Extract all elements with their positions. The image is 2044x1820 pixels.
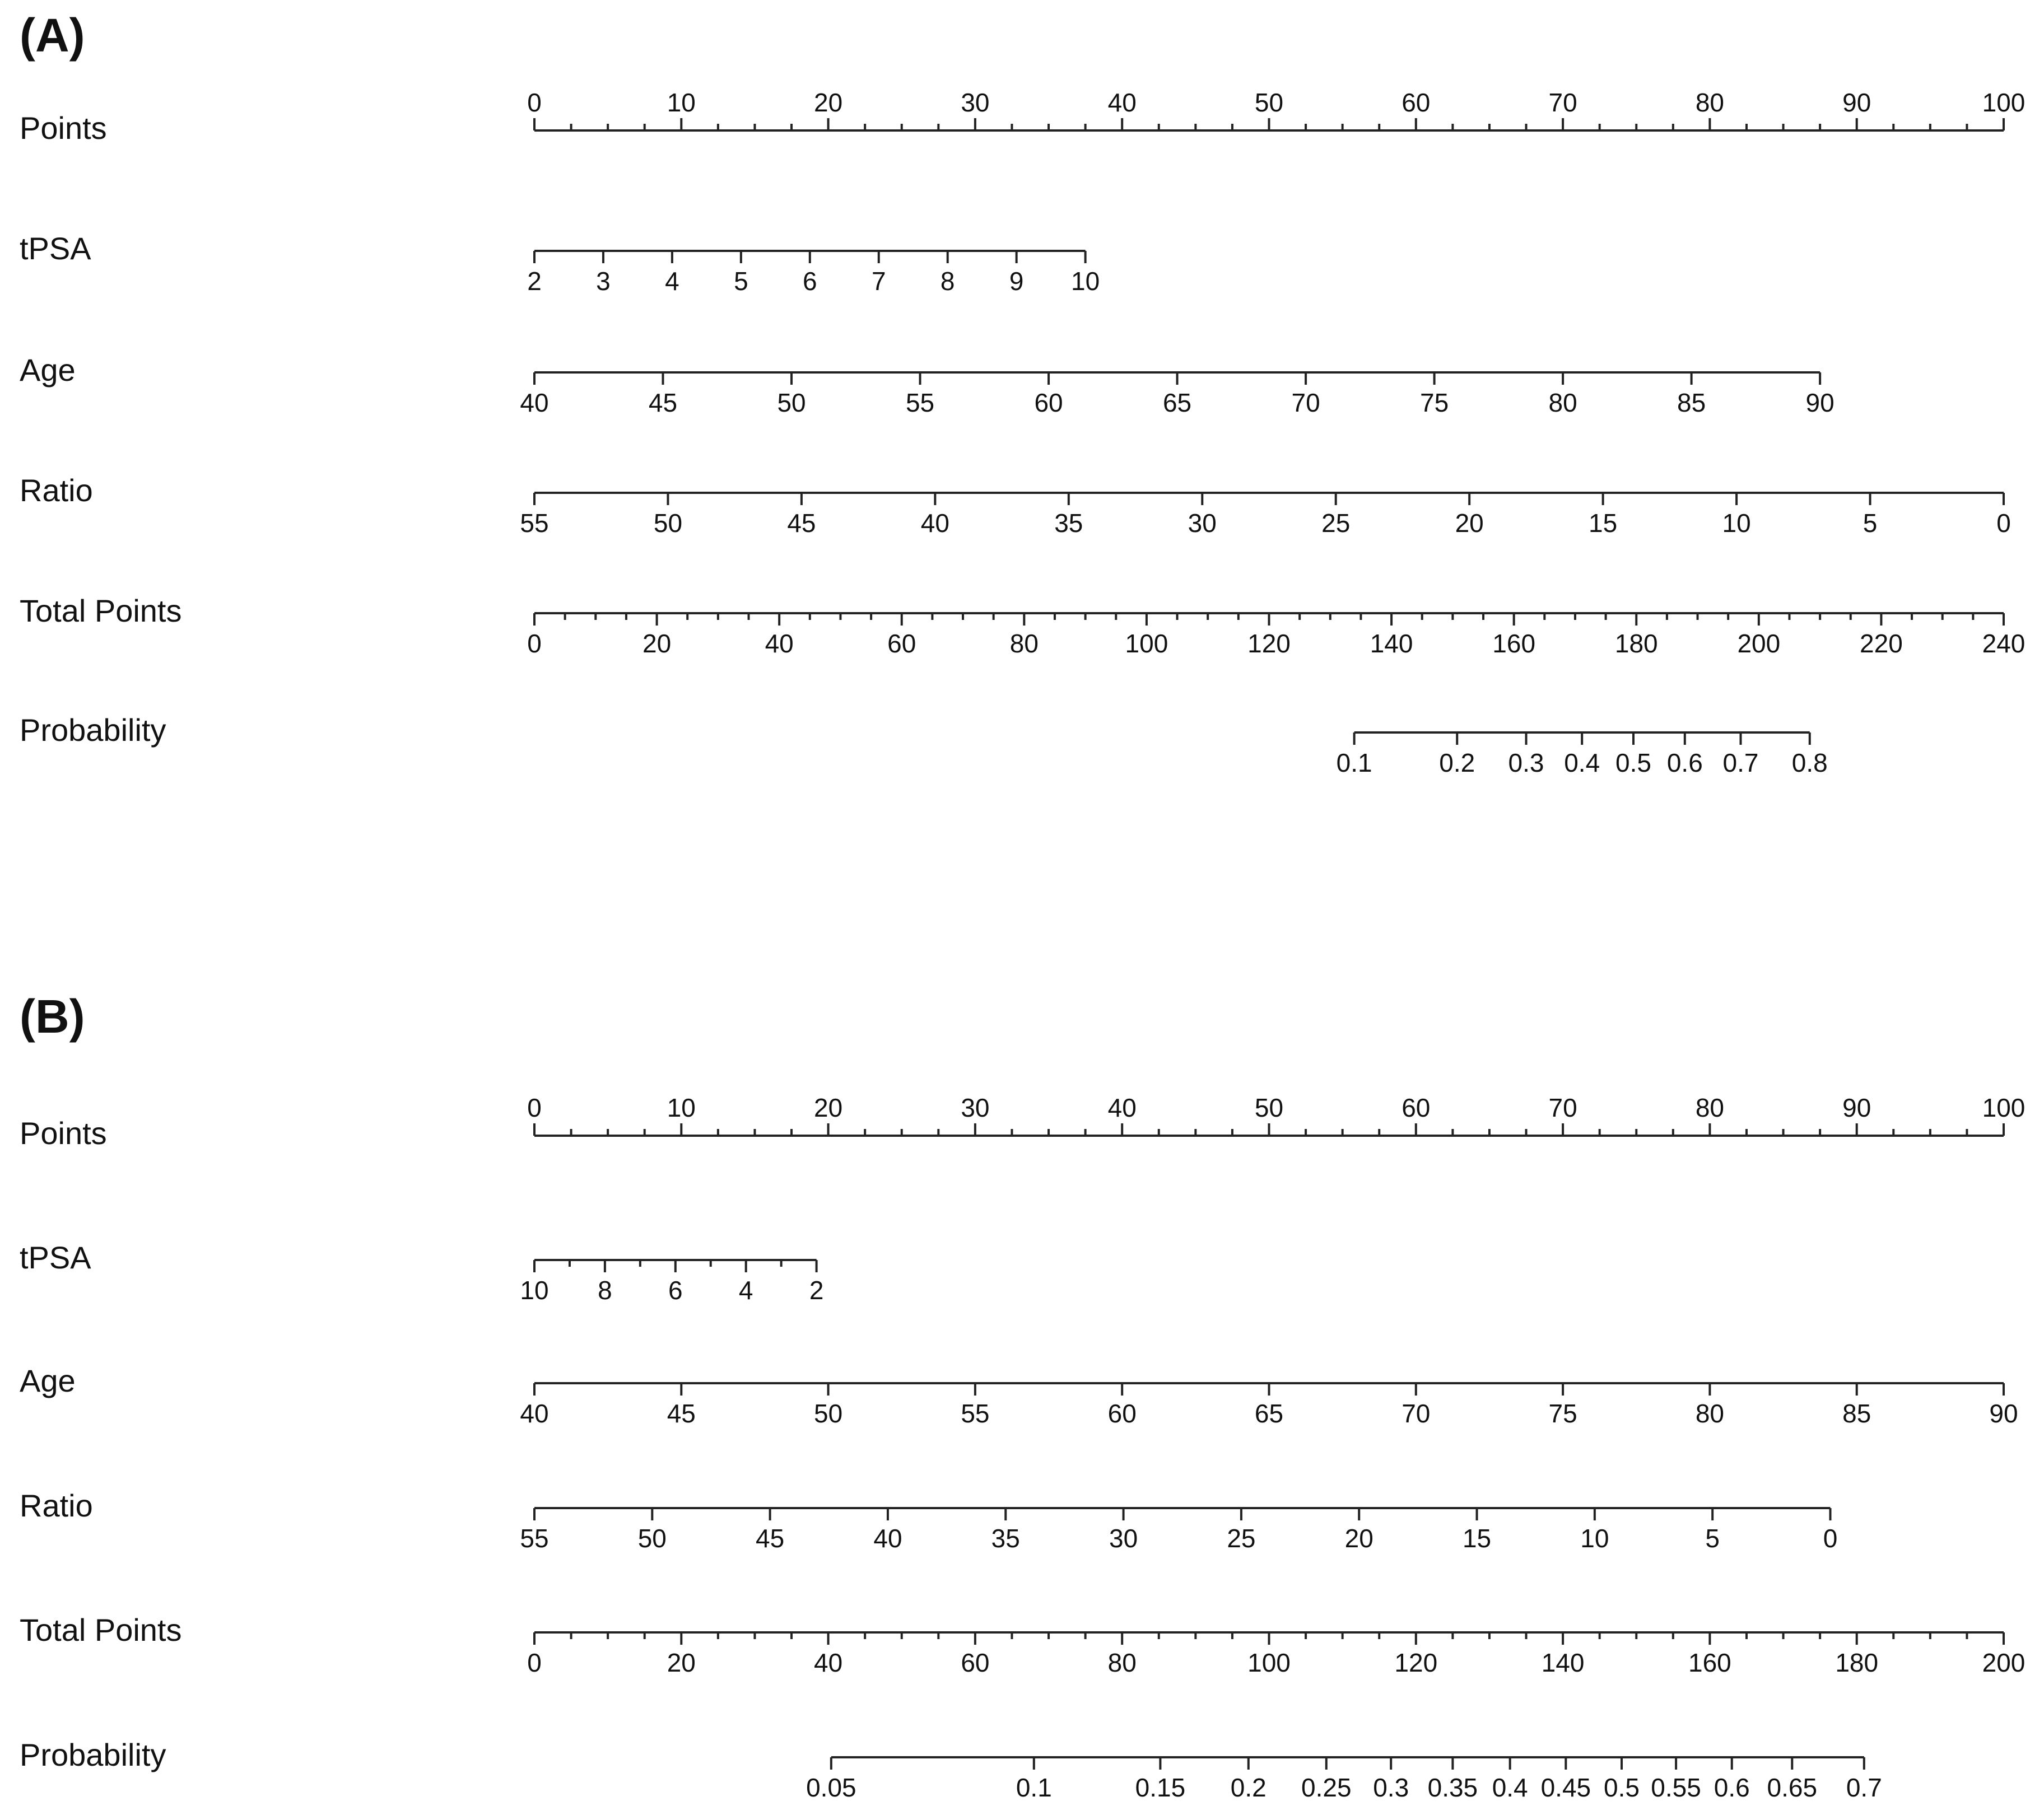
tick-label-age: 55	[905, 388, 935, 418]
tick-label-points: 80	[1695, 1093, 1724, 1123]
tick-label-age: 85	[1677, 388, 1706, 418]
tick-label-total-points: 180	[1614, 629, 1658, 659]
panel-a-row-age	[20, 352, 1835, 417]
tick-label-tpsa: 7	[871, 267, 886, 296]
tick-label-total-points: 0	[527, 1648, 542, 1678]
tick-label-points: 50	[1254, 1093, 1284, 1123]
tick-label-probability: 0.1	[1016, 1773, 1052, 1803]
tick-label-ratio: 30	[1188, 508, 1217, 538]
tick-label-points: 0	[527, 88, 542, 118]
tick-label-probability: 0.2	[1439, 748, 1475, 778]
row-label-probability: Probability	[20, 1737, 166, 1772]
row-label-total-points: Total Points	[20, 1612, 182, 1648]
row-label-points: Points	[20, 110, 107, 146]
tick-label-points: 90	[1842, 88, 1871, 118]
tick-label-ratio: 10	[1722, 508, 1751, 538]
tick-label-total-points: 200	[1982, 1648, 2026, 1678]
tick-label-ratio: 50	[653, 508, 683, 538]
tick-label-ratio: 25	[1227, 1524, 1256, 1553]
tick-label-probability: 0.45	[1540, 1773, 1591, 1803]
tick-label-ratio: 45	[787, 508, 816, 538]
panel-b-row-points	[20, 1093, 2025, 1151]
tick-label-probability: 0.6	[1666, 748, 1703, 778]
tick-label-age: 75	[1420, 388, 1449, 418]
tick-label-tpsa: 4	[738, 1276, 753, 1305]
tick-label-total-points: 40	[765, 629, 794, 659]
tick-label-age: 65	[1162, 388, 1192, 418]
panel-b-row-tpsa	[20, 1240, 823, 1305]
row-label-total-points: Total Points	[20, 592, 182, 628]
tick-label-tpsa: 6	[803, 267, 817, 296]
panel-a-row-total-points	[20, 593, 2025, 658]
tick-label-ratio: 15	[1462, 1524, 1492, 1553]
tick-label-tpsa: 8	[940, 267, 955, 296]
panel-a-row-points	[20, 88, 2025, 146]
tick-label-points: 100	[1982, 1093, 2026, 1123]
row-label-probability: Probability	[20, 712, 166, 748]
tick-label-tpsa: 10	[1071, 267, 1100, 296]
tick-label-ratio: 55	[520, 1524, 549, 1553]
tick-label-ratio: 0	[1823, 1524, 1838, 1553]
tick-label-points: 20	[814, 1093, 843, 1123]
tick-label-points: 50	[1254, 88, 1284, 118]
panel-b-row-probability	[20, 1737, 1882, 1802]
tick-label-age: 90	[1805, 388, 1835, 418]
tick-label-probability: 0.15	[1135, 1773, 1186, 1803]
panel-a-row-probability	[20, 712, 1828, 777]
tick-label-age: 50	[814, 1399, 843, 1429]
tick-label-points: 30	[961, 1093, 990, 1123]
row-label-age: Age	[20, 1362, 76, 1398]
tick-label-age: 40	[520, 388, 549, 418]
tick-label-age: 65	[1254, 1399, 1284, 1429]
tick-label-ratio: 55	[520, 508, 549, 538]
tick-label-probability: 0.25	[1301, 1773, 1352, 1803]
tick-label-age: 80	[1695, 1399, 1724, 1429]
tick-label-age: 55	[961, 1399, 990, 1429]
tick-label-age: 80	[1548, 388, 1577, 418]
tick-label-ratio: 5	[1863, 508, 1878, 538]
panel-b-row-total-points	[20, 1612, 2025, 1677]
tick-label-total-points: 80	[1009, 629, 1039, 659]
tick-label-ratio: 40	[920, 508, 949, 538]
panel-b	[20, 990, 2025, 1802]
tick-label-probability: 0.05	[806, 1773, 856, 1803]
tick-label-ratio: 30	[1109, 1524, 1138, 1553]
tick-label-probability: 0.1	[1336, 748, 1372, 778]
tick-label-probability: 0.55	[1651, 1773, 1701, 1803]
tick-label-probability: 0.3	[1373, 1773, 1409, 1803]
panel-b-row-ratio	[20, 1488, 1837, 1553]
tick-label-tpsa: 5	[734, 267, 748, 296]
tick-label-points: 10	[667, 1093, 696, 1123]
panel-a-row-tpsa	[20, 231, 1100, 296]
tick-label-total-points: 160	[1688, 1648, 1731, 1678]
tick-label-tpsa: 8	[598, 1276, 612, 1305]
tick-label-age: 45	[667, 1399, 696, 1429]
tick-label-total-points: 60	[887, 629, 916, 659]
tick-label-total-points: 180	[1835, 1648, 1879, 1678]
tick-label-probability: 0.4	[1492, 1773, 1528, 1803]
tick-label-total-points: 60	[961, 1648, 990, 1678]
tick-label-points: 20	[814, 88, 843, 118]
tick-label-probability: 0.5	[1615, 748, 1651, 778]
tick-label-probability: 0.6	[1714, 1773, 1750, 1803]
tick-label-probability: 0.7	[1722, 748, 1759, 778]
tick-label-points: 40	[1107, 1093, 1137, 1123]
panel-b-row-age	[20, 1363, 2018, 1428]
tick-label-points: 10	[667, 88, 696, 118]
tick-label-tpsa: 9	[1009, 267, 1024, 296]
tick-label-total-points: 20	[642, 629, 672, 659]
tick-label-total-points: 120	[1247, 629, 1291, 659]
tick-label-total-points: 100	[1125, 629, 1168, 659]
tick-label-ratio: 45	[756, 1524, 785, 1553]
tick-label-total-points: 240	[1982, 629, 2026, 659]
row-label-ratio: Ratio	[20, 1487, 93, 1523]
tick-label-age: 45	[648, 388, 678, 418]
tick-label-total-points: 20	[667, 1648, 696, 1678]
tick-label-probability: 0.65	[1767, 1773, 1818, 1803]
tick-label-age: 50	[777, 388, 806, 418]
row-label-tpsa: tPSA	[20, 230, 91, 266]
tick-label-ratio: 20	[1344, 1524, 1373, 1553]
tick-label-points: 30	[961, 88, 990, 118]
row-label-points: Points	[20, 1115, 107, 1151]
tick-label-tpsa: 6	[668, 1276, 683, 1305]
tick-label-ratio: 40	[873, 1524, 902, 1553]
tick-label-age: 60	[1034, 388, 1063, 418]
tick-label-ratio: 35	[991, 1524, 1020, 1553]
tick-label-points: 80	[1695, 88, 1724, 118]
panel-a-label: (A)	[20, 9, 85, 62]
tick-label-age: 60	[1107, 1399, 1137, 1429]
row-label-ratio: Ratio	[20, 472, 93, 508]
tick-label-total-points: 120	[1394, 1648, 1438, 1678]
tick-label-probability: 0.7	[1846, 1773, 1882, 1803]
tick-label-total-points: 160	[1492, 629, 1536, 659]
panel-a-row-ratio	[20, 473, 2011, 538]
tick-label-total-points: 140	[1541, 1648, 1585, 1678]
tick-label-points: 70	[1548, 88, 1577, 118]
tick-label-points: 60	[1402, 88, 1431, 118]
tick-label-age: 90	[1989, 1399, 2018, 1429]
tick-label-probability: 0.5	[1604, 1773, 1640, 1803]
tick-label-total-points: 140	[1370, 629, 1413, 659]
tick-label-points: 40	[1107, 88, 1137, 118]
panel-a	[20, 9, 2025, 777]
tick-label-age: 70	[1291, 388, 1320, 418]
tick-label-probability: 0.2	[1230, 1773, 1267, 1803]
tick-label-points: 100	[1982, 88, 2026, 118]
tick-label-tpsa: 10	[520, 1276, 549, 1305]
tick-label-age: 75	[1548, 1399, 1577, 1429]
tick-label-total-points: 40	[814, 1648, 843, 1678]
tick-label-tpsa: 3	[596, 267, 611, 296]
tick-label-ratio: 35	[1054, 508, 1083, 538]
tick-label-total-points: 220	[1860, 629, 1903, 659]
tick-label-ratio: 50	[637, 1524, 667, 1553]
tick-label-total-points: 100	[1247, 1648, 1291, 1678]
tick-label-ratio: 25	[1321, 508, 1351, 538]
tick-label-points: 70	[1548, 1093, 1577, 1123]
panel-b-label: (B)	[20, 990, 85, 1043]
tick-label-ratio: 5	[1705, 1524, 1720, 1553]
row-label-age: Age	[20, 352, 76, 388]
tick-label-age: 40	[520, 1399, 549, 1429]
tick-label-tpsa: 2	[809, 1276, 824, 1305]
tick-label-probability: 0.8	[1791, 748, 1828, 778]
tick-label-points: 90	[1842, 1093, 1871, 1123]
tick-label-total-points: 200	[1737, 629, 1781, 659]
tick-label-ratio: 10	[1580, 1524, 1609, 1553]
tick-label-probability: 0.4	[1564, 748, 1600, 778]
tick-label-total-points: 80	[1107, 1648, 1137, 1678]
tick-label-total-points: 0	[527, 629, 542, 659]
tick-label-probability: 0.35	[1427, 1773, 1478, 1803]
tick-label-ratio: 15	[1589, 508, 1618, 538]
tick-label-age: 85	[1842, 1399, 1871, 1429]
tick-label-age: 70	[1402, 1399, 1431, 1429]
tick-label-points: 60	[1402, 1093, 1431, 1123]
tick-label-probability: 0.3	[1508, 748, 1544, 778]
tick-label-tpsa: 2	[527, 267, 542, 296]
tick-label-ratio: 20	[1455, 508, 1484, 538]
tick-label-ratio: 0	[1996, 508, 2011, 538]
tick-label-points: 0	[527, 1093, 542, 1123]
row-label-tpsa: tPSA	[20, 1239, 91, 1275]
tick-label-tpsa: 4	[665, 267, 679, 296]
